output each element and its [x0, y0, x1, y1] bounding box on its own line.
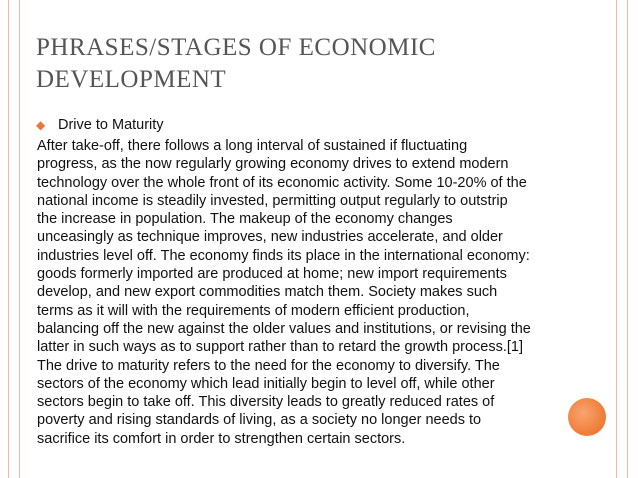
bullet-icon: ◆	[36, 118, 46, 132]
decorative-orange-circle	[568, 398, 606, 436]
left-border-stripe	[8, 0, 20, 478]
body-paragraph: After take-off, there follows a long interval of sustained if fluctuating progress, as the now regularly growing economy drives to extend modern technology over the whole front of its economic activity. Some 10-20% of the national income is steadily invested, permitting output regularly to outstrip the increase in population. The makeup of the economy changes unceasingly as technique improves, new industries accelerate, and older industries level off. The economy finds its place in the international economy: goods formerly imported are produced at home; new import requirements develop, and new export commodities match them. Society makes such terms as it will with the requirements of modern efficient production, balancing off the new against the older values and institutions, or revising the latter in such ways as to support rather than to retard the growth process.[1] The drive to maturity refers to the need for the economy to diversify. The sectors of the economy which lead initially begin to level off, while other sectors begin to take off. This diversity leads to greatly reduced rates of poverty and rising standards of living, as a society no longer needs to sacrifice its comfort in order to strengthen certain sectors.	[37, 138, 531, 447]
bullet-item	[36, 117, 164, 133]
slide-title: PHRASES/STAGES OF ECONOMIC DEVELOPMENT	[36, 34, 436, 93]
bullet-text: Drive to Maturity	[58, 117, 164, 133]
right-border-stripe	[616, 0, 628, 478]
